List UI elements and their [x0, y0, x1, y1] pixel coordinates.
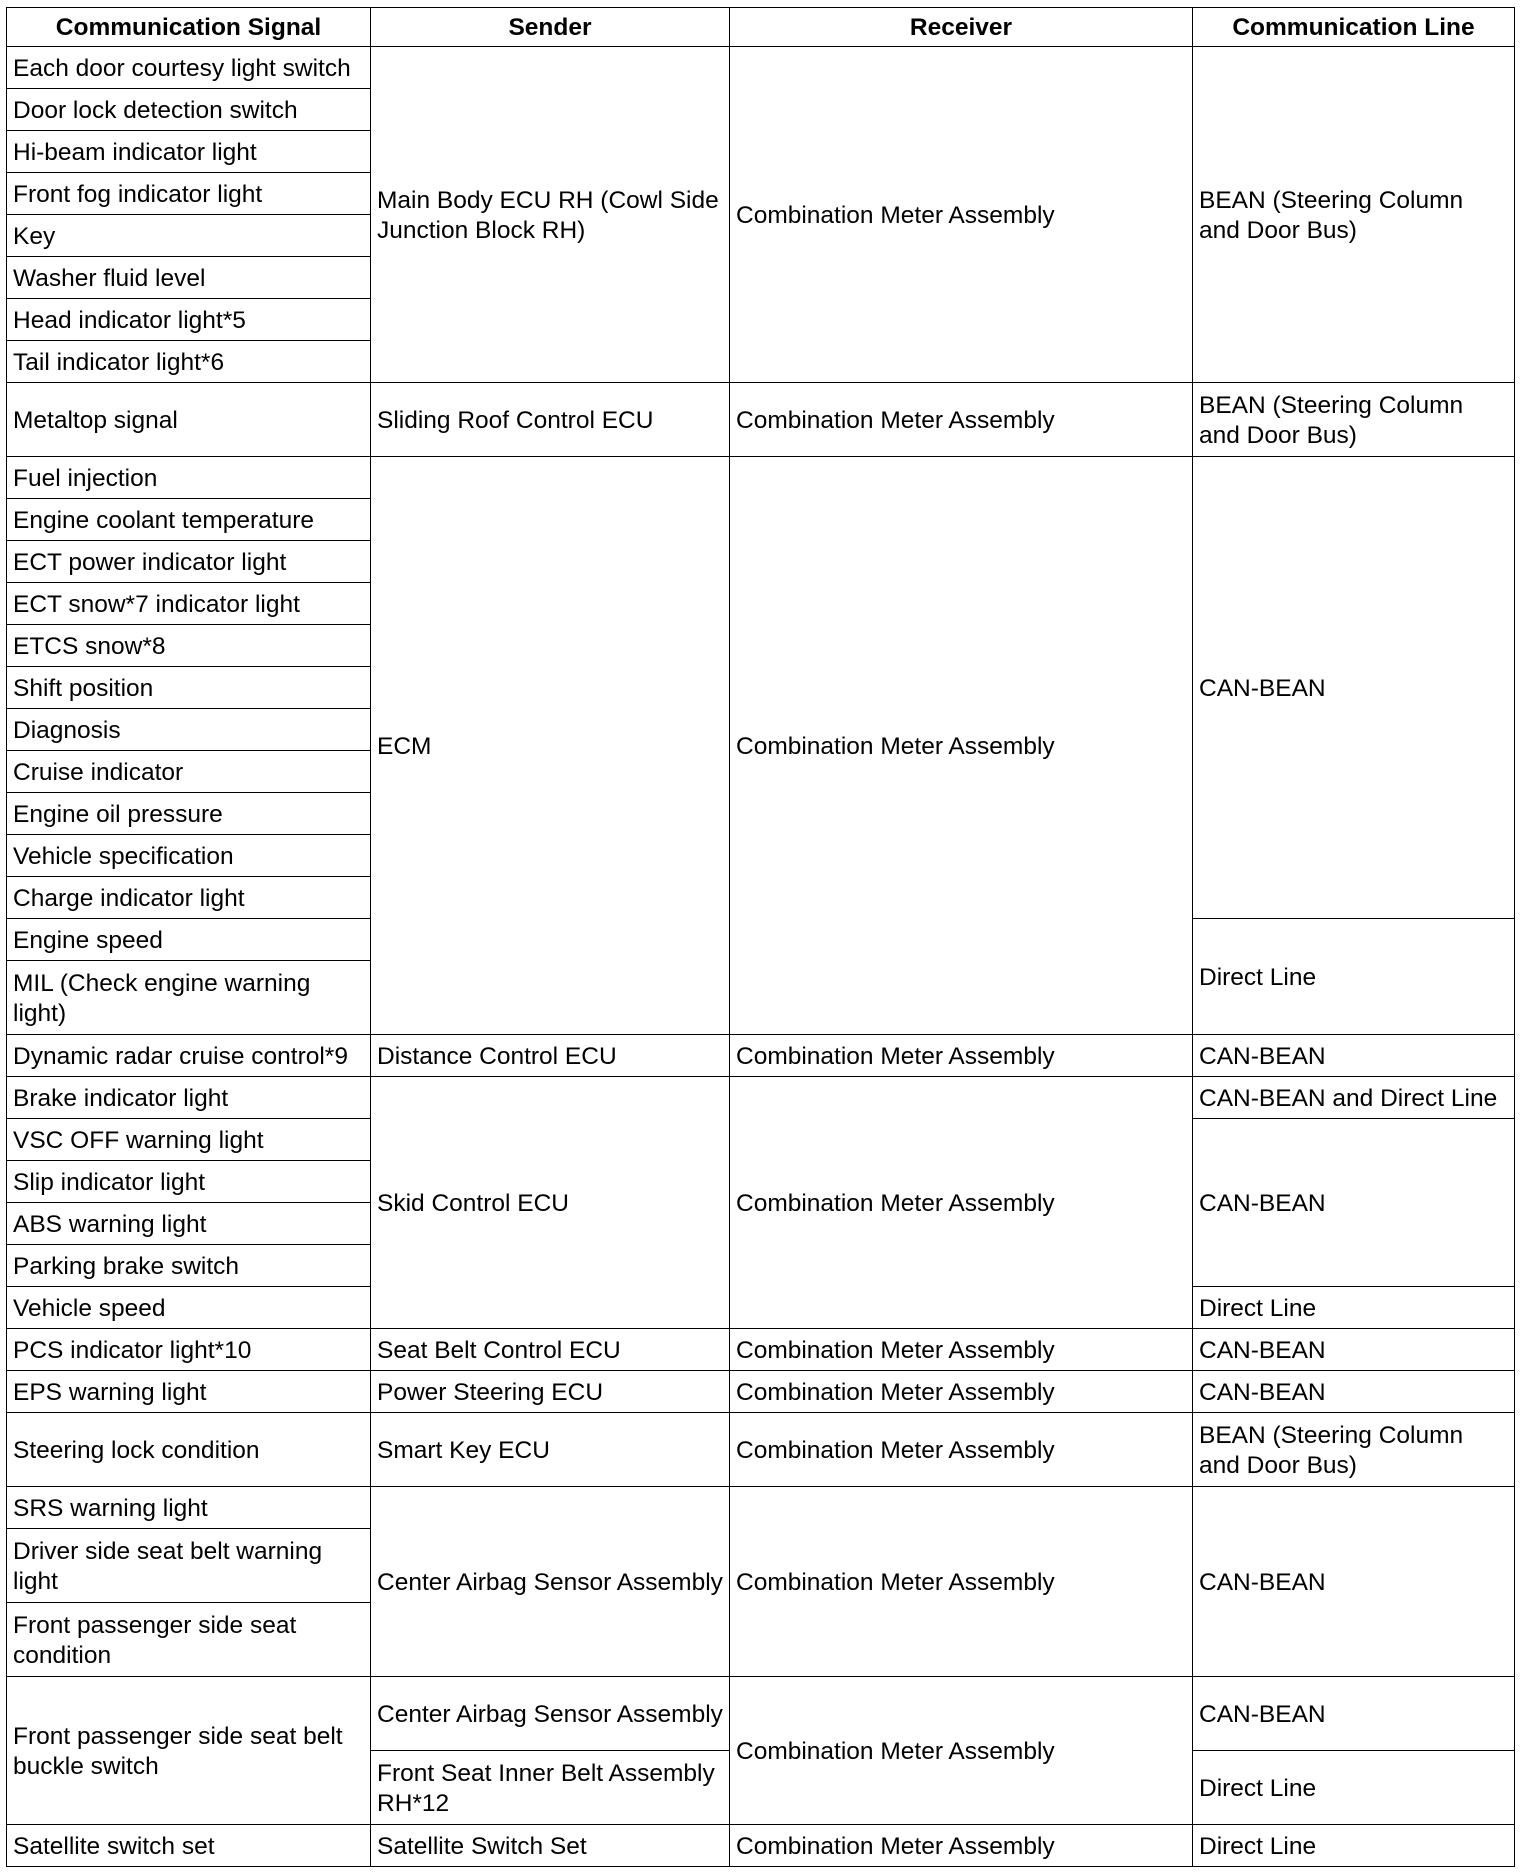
signal-cell: Charge indicator light	[7, 877, 371, 919]
receiver-cell: Combination Meter Assembly	[730, 1329, 1193, 1371]
signal-cell: Head indicator light*5	[7, 299, 371, 341]
table-row	[7, 1413, 1515, 1487]
communication-signal-table	[6, 7, 1515, 1867]
signal-cell: Washer fluid level	[7, 257, 371, 299]
sender-cell: ECM	[371, 457, 730, 1035]
signal-cell: Engine coolant temperature	[7, 499, 371, 541]
signal-cell: Front passenger side seat belt buckle switch	[7, 1677, 371, 1825]
line-cell: CAN-BEAN	[1193, 1487, 1515, 1677]
receiver-cell: Combination Meter Assembly	[730, 1825, 1193, 1867]
line-cell: CAN-BEAN	[1193, 1677, 1515, 1751]
signal-cell: Tail indicator light*6	[7, 341, 371, 383]
sender-cell: Distance Control ECU	[371, 1035, 730, 1077]
table-row	[7, 383, 1515, 457]
line-cell: CAN-BEAN and Direct Line	[1193, 1077, 1515, 1119]
line-cell: CAN-BEAN	[1193, 1035, 1515, 1077]
signal-cell: Satellite switch set	[7, 1825, 371, 1867]
header-receiver: Receiver	[730, 8, 1193, 47]
receiver-cell: Combination Meter Assembly	[730, 1413, 1193, 1487]
line-cell: Direct Line	[1193, 1825, 1515, 1867]
signal-cell: Front passenger side seat condition	[7, 1603, 371, 1677]
line-cell: Direct Line	[1193, 1751, 1515, 1825]
signal-cell: EPS warning light	[7, 1371, 371, 1413]
signal-cell: Metaltop signal	[7, 383, 371, 457]
line-cell: CAN-BEAN	[1193, 1371, 1515, 1413]
signal-cell: PCS indicator light*10	[7, 1329, 371, 1371]
table-row	[7, 47, 1515, 89]
signal-cell: Shift position	[7, 667, 371, 709]
sender-cell: Front Seat Inner Belt Assembly RH*12	[371, 1751, 730, 1825]
communication-table-wrapper	[6, 7, 1514, 1867]
line-cell: CAN-BEAN	[1193, 457, 1515, 919]
sender-cell: Sliding Roof Control ECU	[371, 383, 730, 457]
receiver-cell: Combination Meter Assembly	[730, 1487, 1193, 1677]
signal-cell: Front fog indicator light	[7, 173, 371, 215]
signal-cell: SRS warning light	[7, 1487, 371, 1529]
signal-cell: Engine oil pressure	[7, 793, 371, 835]
sender-cell: Center Airbag Sensor Assembly	[371, 1677, 730, 1751]
signal-cell: Brake indicator light	[7, 1077, 371, 1119]
signal-cell: Hi-beam indicator light	[7, 131, 371, 173]
sender-cell: Skid Control ECU	[371, 1077, 730, 1329]
signal-cell: Driver side seat belt warning light	[7, 1529, 371, 1603]
signal-cell: Fuel injection	[7, 457, 371, 499]
receiver-cell: Combination Meter Assembly	[730, 383, 1193, 457]
table-row	[7, 1329, 1515, 1371]
signal-cell: ABS warning light	[7, 1203, 371, 1245]
signal-cell: Dynamic radar cruise control*9	[7, 1035, 371, 1077]
line-cell: Direct Line	[1193, 919, 1515, 1035]
signal-cell: Slip indicator light	[7, 1161, 371, 1203]
signal-cell: MIL (Check engine warning light)	[7, 961, 371, 1035]
signal-cell: Steering lock condition	[7, 1413, 371, 1487]
receiver-cell: Combination Meter Assembly	[730, 1077, 1193, 1329]
signal-cell: Engine speed	[7, 919, 371, 961]
line-cell: BEAN (Steering Column and Door Bus)	[1193, 47, 1515, 383]
header-communication-signal: Communication Signal	[7, 8, 371, 47]
line-cell: BEAN (Steering Column and Door Bus)	[1193, 383, 1515, 457]
table-row	[7, 1035, 1515, 1077]
table-row	[7, 1677, 1515, 1751]
header-row	[7, 8, 1515, 47]
signal-cell: Diagnosis	[7, 709, 371, 751]
signal-cell: Vehicle specification	[7, 835, 371, 877]
signal-cell: VSC OFF warning light	[7, 1119, 371, 1161]
table-row	[7, 1077, 1515, 1119]
signal-cell: Each door courtesy light switch	[7, 47, 371, 89]
table-row	[7, 457, 1515, 499]
table-row	[7, 1825, 1515, 1867]
receiver-cell: Combination Meter Assembly	[730, 1035, 1193, 1077]
sender-cell: Satellite Switch Set	[371, 1825, 730, 1867]
sender-cell: Main Body ECU RH (Cowl Side Junction Block RH)	[371, 47, 730, 383]
sender-cell: Power Steering ECU	[371, 1371, 730, 1413]
table-row	[7, 1487, 1515, 1529]
sender-cell: Center Airbag Sensor Assembly	[371, 1487, 730, 1677]
signal-cell: Door lock detection switch	[7, 89, 371, 131]
line-cell: CAN-BEAN	[1193, 1119, 1515, 1287]
line-cell: Direct Line	[1193, 1287, 1515, 1329]
signal-cell: Vehicle speed	[7, 1287, 371, 1329]
sender-cell: Seat Belt Control ECU	[371, 1329, 730, 1371]
signal-cell: ECT snow*7 indicator light	[7, 583, 371, 625]
header-sender: Sender	[371, 8, 730, 47]
line-cell: CAN-BEAN	[1193, 1329, 1515, 1371]
signal-cell: Cruise indicator	[7, 751, 371, 793]
receiver-cell: Combination Meter Assembly	[730, 1371, 1193, 1413]
sender-cell: Smart Key ECU	[371, 1413, 730, 1487]
signal-cell: ECT power indicator light	[7, 541, 371, 583]
receiver-cell: Combination Meter Assembly	[730, 457, 1193, 1035]
line-cell: BEAN (Steering Column and Door Bus)	[1193, 1413, 1515, 1487]
header-communication-line: Communication Line	[1193, 8, 1515, 47]
table-row	[7, 1371, 1515, 1413]
receiver-cell: Combination Meter Assembly	[730, 1677, 1193, 1825]
signal-cell: Parking brake switch	[7, 1245, 371, 1287]
signal-cell: Key	[7, 215, 371, 257]
receiver-cell: Combination Meter Assembly	[730, 47, 1193, 383]
signal-cell: ETCS snow*8	[7, 625, 371, 667]
